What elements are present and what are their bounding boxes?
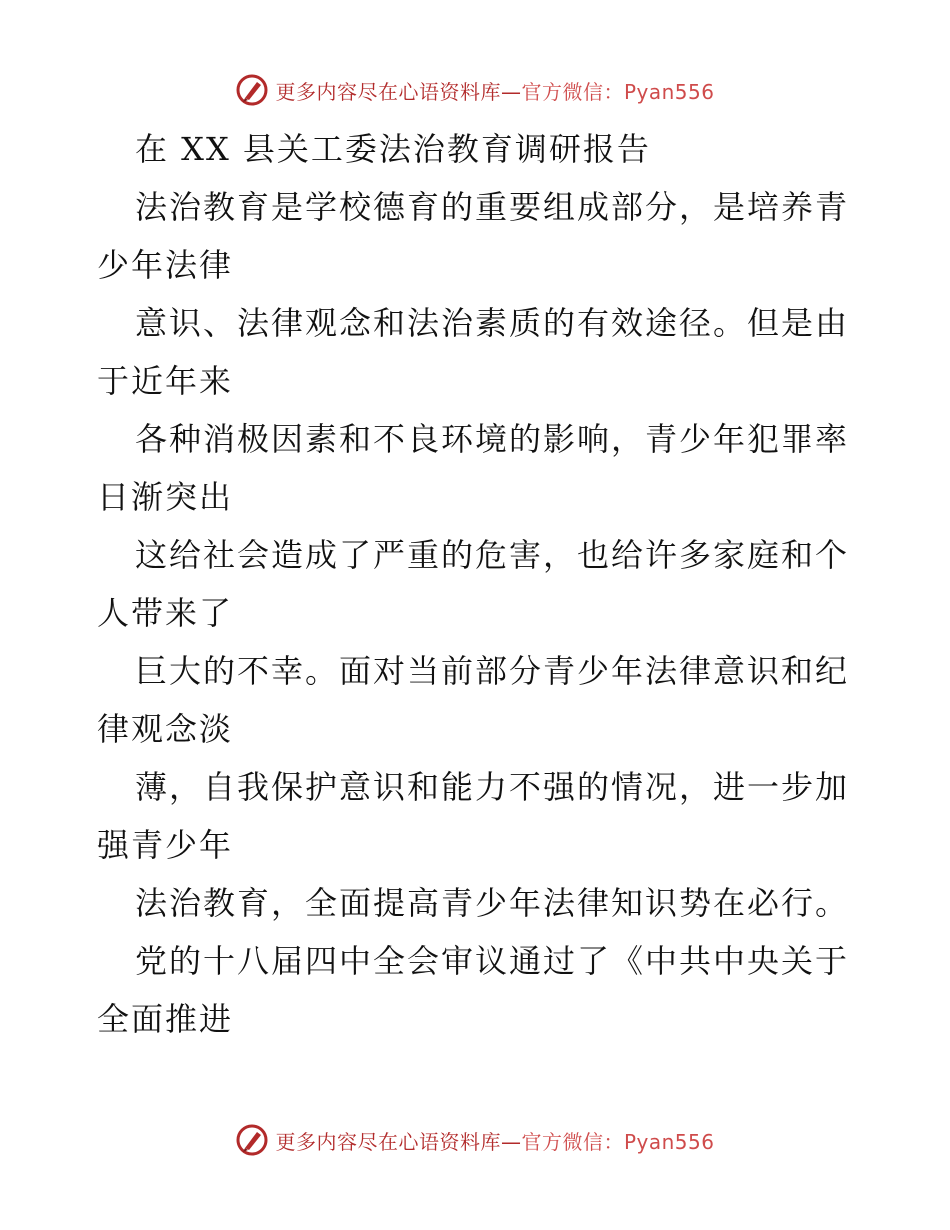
document-line: 在 XX 县关工委法治教育调研报告 [135,130,651,168]
document-line: 全面推进 [97,1000,234,1038]
document-line: 日渐突出 [97,478,234,516]
document-line: 巨大的不幸。面对当前部分青少年法律意识和纪 [135,652,850,690]
footer-banner-inner [235,1123,714,1157]
pen-circle-logo-icon [235,73,269,107]
document-body [97,120,857,1048]
document-line: 强青少年 [97,826,234,864]
banner-site-text: 更多内容尽在心语资料库— [275,1129,522,1154]
banner-wechat-text: 官方微信：Pyan556 [521,79,715,104]
header-banner-inner [235,73,714,107]
banner-wechat-text: 官方微信：Pyan556 [521,1129,715,1154]
document-line: 少年法律 [97,246,234,284]
header-banner [0,70,950,110]
document-line: 人带来了 [97,594,234,632]
pen-circle-logo-icon [235,1123,269,1157]
banner-text [275,76,714,105]
document-line: 各种消极因素和不良环境的影响，青少年犯罪率 [135,420,850,458]
document-line: 法治教育，全面提高青少年法律知识势在必行。 [135,884,850,922]
document-line: 党的十八届四中全会审议通过了《中共中央关于 [135,942,850,980]
document-line: 于近年来 [97,362,234,400]
document-line: 法治教育是学校德育的重要组成部分，是培养青 [135,188,850,226]
banner-site-text: 更多内容尽在心语资料库— [275,79,522,104]
document-line: 意识、法律观念和法治素质的有效途径。但是由 [135,304,850,342]
document-line: 律观念淡 [97,710,234,748]
document-line: 薄，自我保护意识和能力不强的情况，进一步加 [135,768,850,806]
document-line: 这给社会造成了严重的危害，也给许多家庭和个 [135,536,850,574]
banner-text [275,1126,714,1155]
footer-banner [0,1120,950,1160]
